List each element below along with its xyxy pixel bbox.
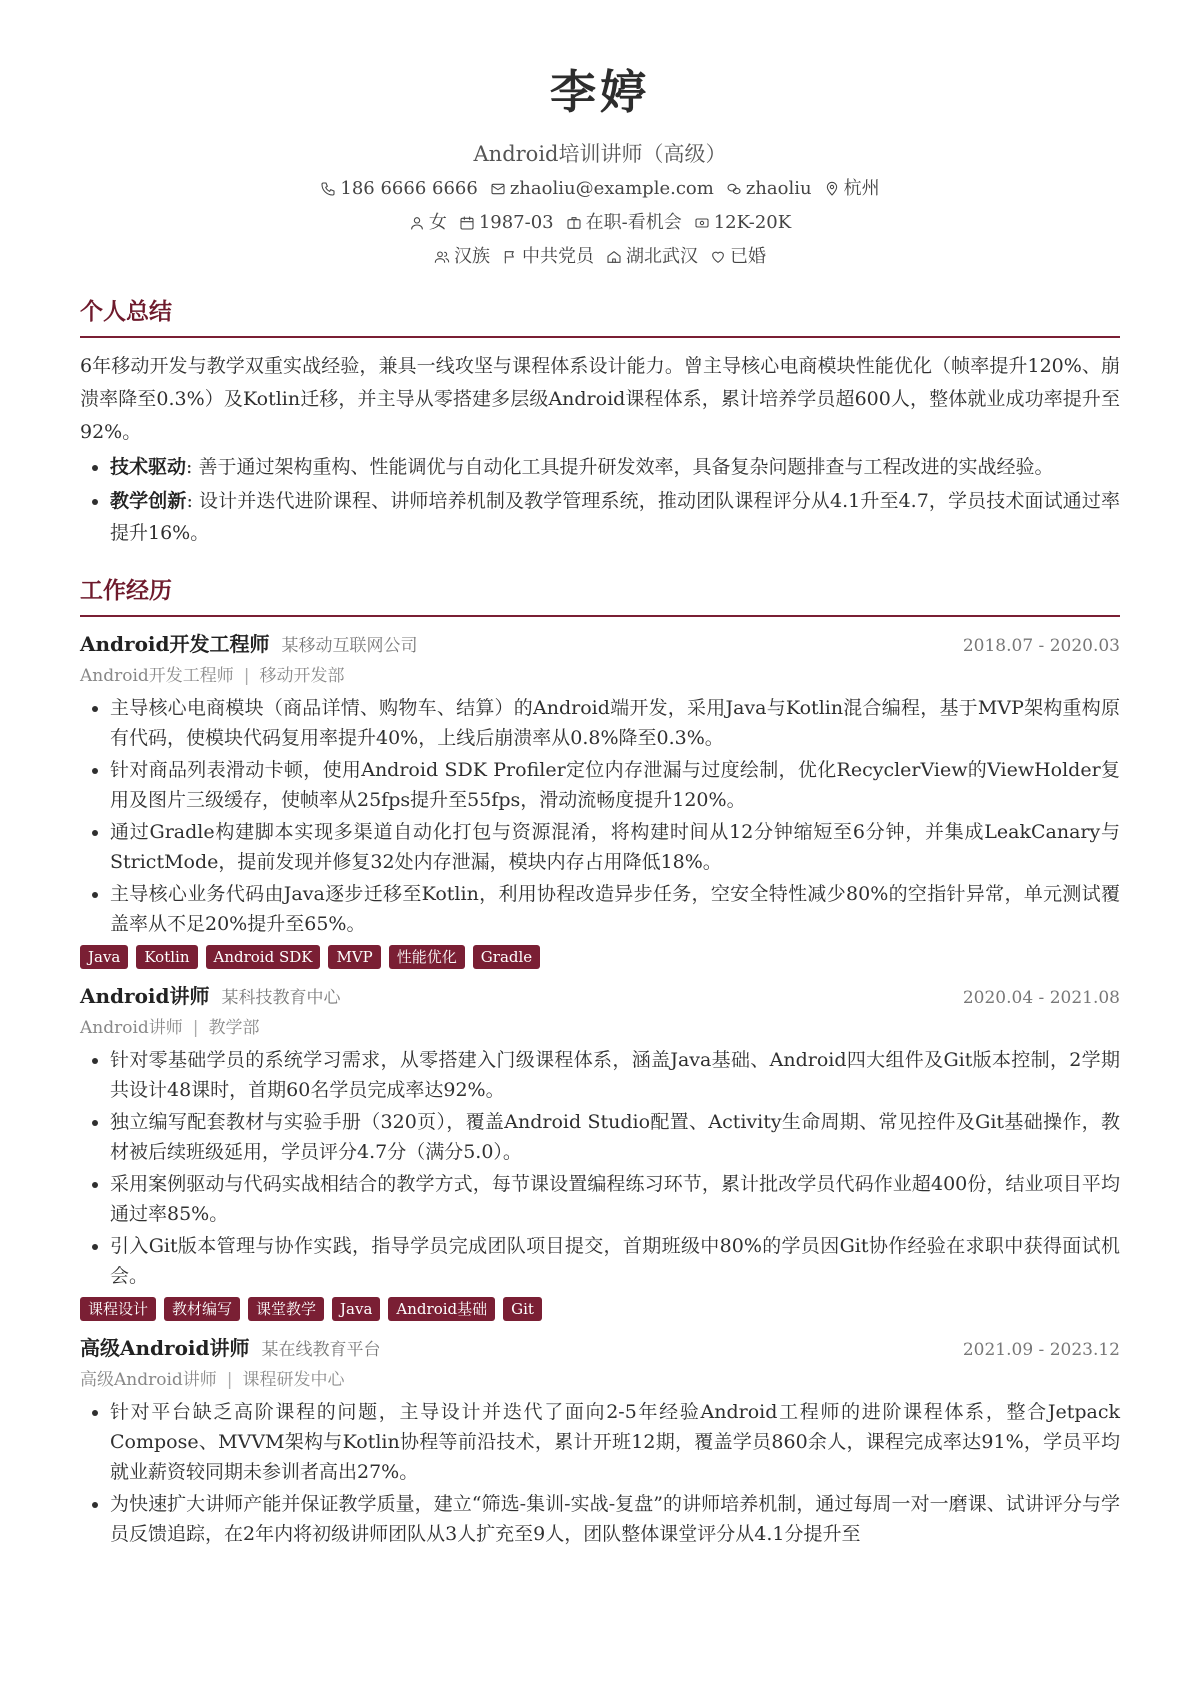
birth-item xyxy=(459,210,554,236)
job-date: 2021.09 - 2023.12 xyxy=(962,1340,1120,1360)
skill-tag: Gradle xyxy=(473,945,540,969)
bullet-text: : 设计并迭代进阶课程、讲师培养机制及教学管理系统，推动团队课程评分从4.1升至4.7，学员技术面试通过率提升16%。 xyxy=(110,490,1120,544)
job-entry xyxy=(80,629,1120,969)
birth-text: 1987-03 xyxy=(478,212,554,233)
wechat-icon xyxy=(726,181,742,197)
summary-bullet xyxy=(110,485,1120,549)
phone-item[interactable] xyxy=(320,176,477,202)
job-role: Android开发工程师 xyxy=(80,632,270,656)
job-position: Android开发工程师 xyxy=(80,666,234,686)
skill-tag: 教材编写 xyxy=(164,1297,240,1321)
candidate-name: 李婷 xyxy=(550,65,650,119)
job-sep: | xyxy=(226,1370,233,1390)
money-icon xyxy=(694,215,710,231)
status-item xyxy=(566,210,682,236)
skill-tag: Git xyxy=(503,1297,542,1321)
party-text: 中共党员 xyxy=(522,246,594,267)
job-head xyxy=(80,981,1120,1013)
job-bullets xyxy=(80,1045,1120,1291)
person-icon xyxy=(409,215,425,231)
mail-icon xyxy=(490,181,506,197)
summary-title: 个人总结 xyxy=(80,296,1120,338)
calendar-icon xyxy=(459,215,475,231)
party-item xyxy=(502,244,594,270)
job-entry xyxy=(80,1333,1120,1549)
skill-tag: Java xyxy=(80,945,128,969)
salary-text: 12K-20K xyxy=(713,212,792,233)
skill-tag: Android基础 xyxy=(388,1297,495,1321)
skill-tag: Android SDK xyxy=(206,945,321,969)
flag-icon xyxy=(502,249,518,265)
job-bullet: • 主导核心业务代码由Java逐步迁移至Kotlin，利用协程改造异步任务，空安全特性减少80%的空指针异常，单元测试覆盖率从不足20%提升至65%。 xyxy=(110,879,1120,939)
summary-paragraph: 6年移动开发与教学双重实战经验，兼具一线攻坚与课程体系设计能力。曾主导核心电商模块性能优化（帧率提升120%、崩溃率降至0.3%）及Kotlin迁移，并主导从零搭建多层级Android课程体系，累计培养学员超600人，整体就业成功率提升至92%。 xyxy=(80,355,1120,443)
contact-row xyxy=(80,176,1120,202)
job-department: 教学部 xyxy=(208,1018,260,1038)
job-bullet: • 针对商品列表滑动卡顿，使用Android SDK Profiler定位内存泄漏与过度绘制，优化RecyclerView的ViewHolder复用及图片三级缓存，使帧率从25fps提升至55fps，滑动流畅度提升120%。 xyxy=(110,755,1120,815)
heart-icon xyxy=(710,249,726,265)
job-department: 移动开发部 xyxy=(259,666,345,686)
summary-section xyxy=(80,296,1120,549)
job-sep: | xyxy=(192,1018,199,1038)
summary-bullet xyxy=(110,451,1120,483)
job-bullet: • 独立编写配套教材与实验手册（320页），覆盖Android Studio配置、Activity生命周期、常见控件及Git基础操作，教材被后续班级延用，学员评分4.7分（满分5.0）。 xyxy=(110,1107,1120,1167)
location-text: 杭州 xyxy=(843,178,880,199)
skill-tag: 课程设计 xyxy=(80,1297,156,1321)
job-position: 高级Android讲师 xyxy=(80,1370,217,1390)
bullet-text: : 善于通过架构重构、性能调优与自动化工具提升研发效率，具备复杂问题排查与工程改进的实战经验。 xyxy=(186,456,1054,478)
job-tags xyxy=(80,1297,1120,1321)
job-bullet: • 主导核心电商模块（商品详情、购物车、结算）的Android端开发，采用Java与Kotlin混合编程，基于MVP架构重构原有代码，使模块代码复用率提升40%，上线后崩溃率从0.8%降至0.3%。 xyxy=(110,693,1120,753)
ethnicity-item xyxy=(434,244,490,270)
job-date: 2018.07 - 2020.03 xyxy=(962,636,1120,656)
job-subtitle xyxy=(80,1365,1120,1395)
marital-item xyxy=(710,244,766,270)
group-icon xyxy=(434,249,450,265)
skill-tag: 课堂教学 xyxy=(248,1297,324,1321)
marital-text: 已婚 xyxy=(730,246,766,267)
briefcase-icon xyxy=(566,215,582,231)
skill-tag: Kotlin xyxy=(136,945,197,969)
job-company: 某在线教育平台 xyxy=(261,1340,381,1360)
job-bullets xyxy=(80,1397,1120,1549)
location-icon xyxy=(824,181,840,197)
summary-bullets xyxy=(80,451,1120,549)
ethnicity-text: 汉族 xyxy=(454,246,490,267)
job-title: Android培训讲师（高级） xyxy=(473,142,727,166)
status-text: 在职-看机会 xyxy=(585,212,682,233)
job-head xyxy=(80,629,1120,661)
extra-row xyxy=(80,244,1120,270)
hometown-item xyxy=(606,244,698,270)
skill-tag: Java xyxy=(332,1297,380,1321)
job-role: Android讲师 xyxy=(80,984,210,1008)
salary-item xyxy=(694,210,791,236)
wechat-text: zhaoliu xyxy=(745,178,812,199)
job-bullet: • 针对零基础学员的系统学习需求，从零搭建入门级课程体系，涵盖Java基础、Android四大组件及Git版本控制，2学期共设计48课时，首期60名学员完成率达92%。 xyxy=(110,1045,1120,1105)
bullet-label: 教学创新 xyxy=(110,490,187,512)
job-company: 某科技教育中心 xyxy=(221,988,341,1008)
personal-row xyxy=(80,210,1120,236)
job-bullet: • 引入Git版本管理与协作实践，指导学员完成团队项目提交，首期班级中80%的学员因Git协作经验在求职中获得面试机会。 xyxy=(110,1231,1120,1291)
skill-tag: MVP xyxy=(328,945,380,969)
job-subtitle xyxy=(80,661,1120,691)
job-sep: | xyxy=(243,666,250,686)
job-entry xyxy=(80,981,1120,1321)
work-section xyxy=(80,575,1120,1549)
location-item xyxy=(824,176,880,202)
job-bullets xyxy=(80,693,1120,939)
job-head xyxy=(80,1333,1120,1365)
gender-item xyxy=(409,210,447,236)
job-department: 课程研发中心 xyxy=(242,1370,345,1390)
resume-header xyxy=(80,0,1120,270)
job-subtitle xyxy=(80,1013,1120,1043)
gender-text: 女 xyxy=(428,212,447,233)
bullet-label: 技术驱动 xyxy=(110,456,187,478)
job-date: 2020.04 - 2021.08 xyxy=(962,988,1120,1008)
wechat-item[interactable] xyxy=(726,176,812,202)
phone-text: 186 6666 6666 xyxy=(340,178,478,199)
job-tags xyxy=(80,945,1120,969)
home-icon xyxy=(606,249,622,265)
job-bullet: • 为快速扩大讲师产能并保证教学质量，建立“筛选-集训-实战-复盘”的讲师培养机制，通过每周一对一磨课、试讲评分与学员反馈追踪，在2年内将初级讲师团队从3人扩充至9人，团队整体课堂评分从4.1分提升至 xyxy=(110,1489,1120,1549)
phone-icon xyxy=(320,181,336,197)
job-bullet: • 针对平台缺乏高阶课程的问题，主导设计并迭代了面向2-5年经验Android工程师的进阶课程体系，整合Jetpack Compose、MVVM架构与Kotlin协程等前沿技术，累计开班12期，覆盖学员860余人，课程完成率达91%，学员平均就业薪资较同期未参训者高出27%。 xyxy=(110,1397,1120,1487)
email-item[interactable] xyxy=(490,176,714,202)
job-role: 高级Android讲师 xyxy=(80,1336,250,1360)
hometown-text: 湖北武汉 xyxy=(626,246,698,267)
job-bullet: • 通过Gradle构建脚本实现多渠道自动化打包与资源混淆，将构建时间从12分钟缩短至6分钟，并集成LeakCanary与StrictMode，提前发现并修复32处内存泄漏，模块内存占用降低18%。 xyxy=(110,817,1120,877)
job-bullet: • 采用案例驱动与代码实战相结合的教学方式，每节课设置编程练习环节，累计批改学员代码作业超400份，结业项目平均通过率85%。 xyxy=(110,1169,1120,1229)
job-position: Android讲师 xyxy=(80,1018,183,1038)
job-company: 某移动互联网公司 xyxy=(281,636,418,656)
skill-tag: 性能优化 xyxy=(389,945,465,969)
email-text: zhaoliu@example.com xyxy=(509,178,714,199)
work-title: 工作经历 xyxy=(80,575,1120,617)
